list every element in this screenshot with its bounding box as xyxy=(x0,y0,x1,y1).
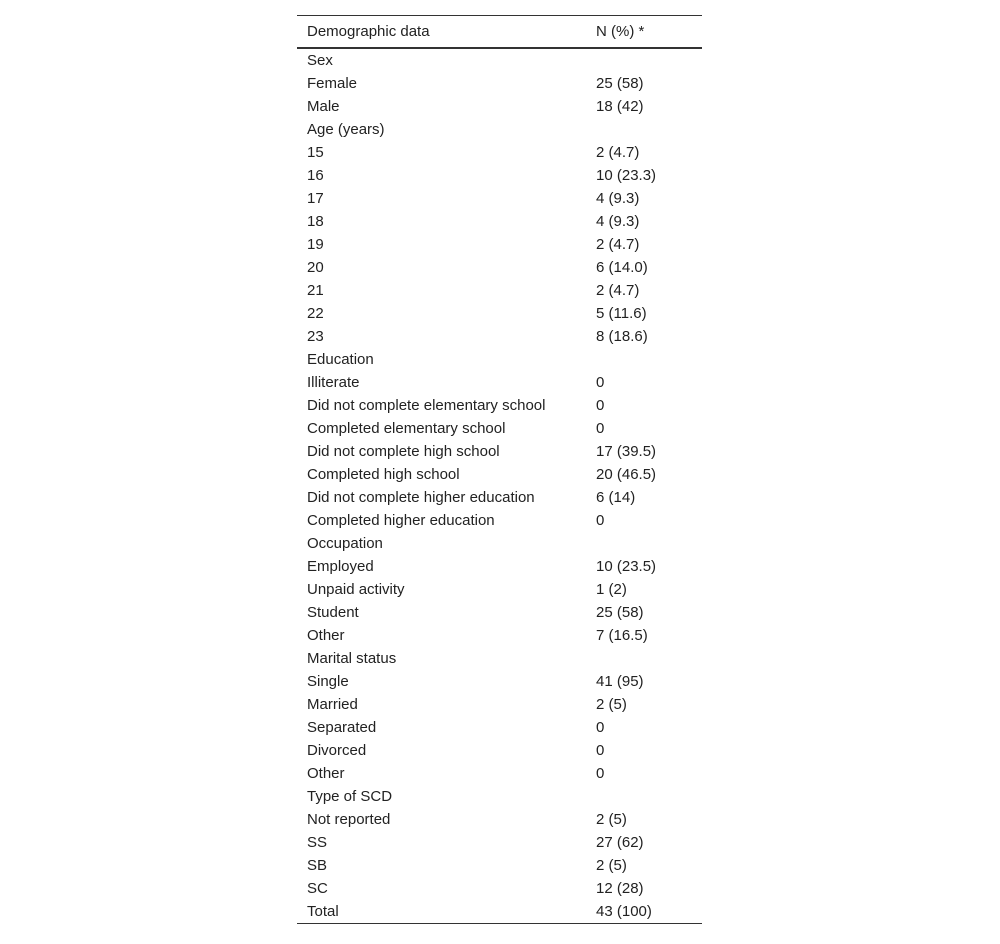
row-value: 27 (62) xyxy=(596,834,644,851)
row-label: SB xyxy=(307,857,328,874)
row-value: 8 (18.6) xyxy=(596,328,648,345)
table-row xyxy=(297,72,702,95)
row-label: Total xyxy=(307,903,339,920)
row-value: 0 xyxy=(596,742,605,759)
row-value xyxy=(586,48,702,72)
table-row xyxy=(297,95,702,118)
row-label: Completed high school xyxy=(307,466,460,483)
row-value: 1 (2) xyxy=(596,581,627,598)
row-value: 43 (100) xyxy=(596,903,652,920)
row-label: Not reported xyxy=(307,811,391,828)
row-label: Education xyxy=(307,351,374,368)
row-label: Student xyxy=(307,604,359,621)
row-label: Did not complete high school xyxy=(307,443,500,460)
table-row xyxy=(297,785,702,808)
row-value xyxy=(586,532,702,555)
table-row xyxy=(297,233,702,256)
row-label: Other xyxy=(307,765,345,782)
row-label: 18 xyxy=(307,213,324,230)
row-value: 0 xyxy=(596,374,605,391)
row-label: Divorced xyxy=(307,742,367,759)
table-row xyxy=(297,210,702,233)
table-row xyxy=(297,601,702,624)
row-value: 2 (5) xyxy=(596,696,627,713)
row-value: 4 (9.3) xyxy=(596,190,640,207)
table-row xyxy=(297,417,702,440)
table-header xyxy=(297,16,702,49)
row-label: 15 xyxy=(307,144,324,161)
row-label: 17 xyxy=(307,190,324,207)
row-label: Male xyxy=(307,98,340,115)
row-value xyxy=(586,348,702,371)
header-demographic-data: Demographic data xyxy=(307,23,430,40)
table-row xyxy=(297,555,702,578)
table-row xyxy=(297,440,702,463)
table-row xyxy=(297,693,702,716)
table-row xyxy=(297,302,702,325)
row-label: Female xyxy=(307,75,358,92)
row-value xyxy=(586,647,702,670)
row-label: Type of SCD xyxy=(307,788,393,805)
row-value: 5 (11.6) xyxy=(596,305,647,322)
row-label: Married xyxy=(307,696,358,713)
table-row xyxy=(297,900,702,924)
table-row xyxy=(297,463,702,486)
table-row xyxy=(297,394,702,417)
row-value: 10 (23.5) xyxy=(596,558,657,575)
row-value: 0 xyxy=(596,765,605,782)
row-value: 0 xyxy=(596,512,605,529)
row-value: 20 (46.5) xyxy=(596,466,657,483)
demographic-table xyxy=(297,15,702,924)
row-label: Unpaid activity xyxy=(307,581,405,598)
table-row xyxy=(297,739,702,762)
table-header-row xyxy=(297,16,702,49)
row-value: 2 (4.7) xyxy=(596,236,640,253)
table-row xyxy=(297,325,702,348)
row-value: 0 xyxy=(596,397,605,414)
row-label: 22 xyxy=(307,305,324,322)
row-value xyxy=(586,785,702,808)
row-value: 10 (23.3) xyxy=(596,167,657,184)
table-row xyxy=(297,716,702,739)
row-label: Completed higher education xyxy=(307,512,495,529)
table-row xyxy=(297,164,702,187)
row-value: 2 (5) xyxy=(596,811,627,828)
row-value: 2 (4.7) xyxy=(596,144,640,161)
row-label: Employed xyxy=(307,558,374,575)
row-label: Sex xyxy=(307,52,333,69)
row-value: 4 (9.3) xyxy=(596,213,640,230)
table-row xyxy=(297,256,702,279)
row-value: 12 (28) xyxy=(596,880,644,897)
table-row xyxy=(297,509,702,532)
table-row xyxy=(297,486,702,509)
row-value: 7 (16.5) xyxy=(596,627,648,644)
row-label: SS xyxy=(307,834,328,851)
row-label: 23 xyxy=(307,328,324,345)
row-label: 20 xyxy=(307,259,324,276)
row-value xyxy=(586,118,702,141)
row-label: 19 xyxy=(307,236,324,253)
row-label: Marital status xyxy=(307,650,397,667)
table-row xyxy=(297,118,702,141)
table-row xyxy=(297,279,702,302)
row-value: 25 (58) xyxy=(596,604,644,621)
table-row xyxy=(297,532,702,555)
row-value: 25 (58) xyxy=(596,75,644,92)
table-row xyxy=(297,831,702,854)
table-row xyxy=(297,48,702,72)
table-row xyxy=(297,808,702,831)
row-label: Occupation xyxy=(307,535,383,552)
row-label: Other xyxy=(307,627,345,644)
table-row xyxy=(297,647,702,670)
row-label: SC xyxy=(307,880,328,897)
row-value: 2 (5) xyxy=(596,857,627,874)
row-value: 17 (39.5) xyxy=(596,443,657,460)
table-row xyxy=(297,141,702,164)
row-value: 41 (95) xyxy=(596,673,644,690)
table-body xyxy=(297,48,702,924)
table-row xyxy=(297,670,702,693)
row-label: Separated xyxy=(307,719,377,736)
row-label: Did not complete higher education xyxy=(307,489,535,506)
row-label: Completed elementary school xyxy=(307,420,506,437)
row-value: 0 xyxy=(596,420,605,437)
table-row xyxy=(297,187,702,210)
table-row xyxy=(297,371,702,394)
table-row xyxy=(297,348,702,371)
row-value: 6 (14.0) xyxy=(596,259,648,276)
table-row xyxy=(297,877,702,900)
row-value: 2 (4.7) xyxy=(596,282,640,299)
table-row xyxy=(297,578,702,601)
table-row xyxy=(297,624,702,647)
header-n-percent: N (%) * xyxy=(596,23,645,40)
row-value: 18 (42) xyxy=(596,98,644,115)
row-label: 21 xyxy=(307,282,324,299)
row-value: 0 xyxy=(596,719,605,736)
table-row xyxy=(297,854,702,877)
row-label: Age (years) xyxy=(307,121,385,138)
row-value: 6 (14) xyxy=(596,489,636,506)
row-label: Single xyxy=(307,673,349,690)
row-label: Illiterate xyxy=(307,374,360,391)
row-label: Did not complete elementary school xyxy=(307,397,546,414)
table-row xyxy=(297,762,702,785)
row-label: 16 xyxy=(307,167,324,184)
